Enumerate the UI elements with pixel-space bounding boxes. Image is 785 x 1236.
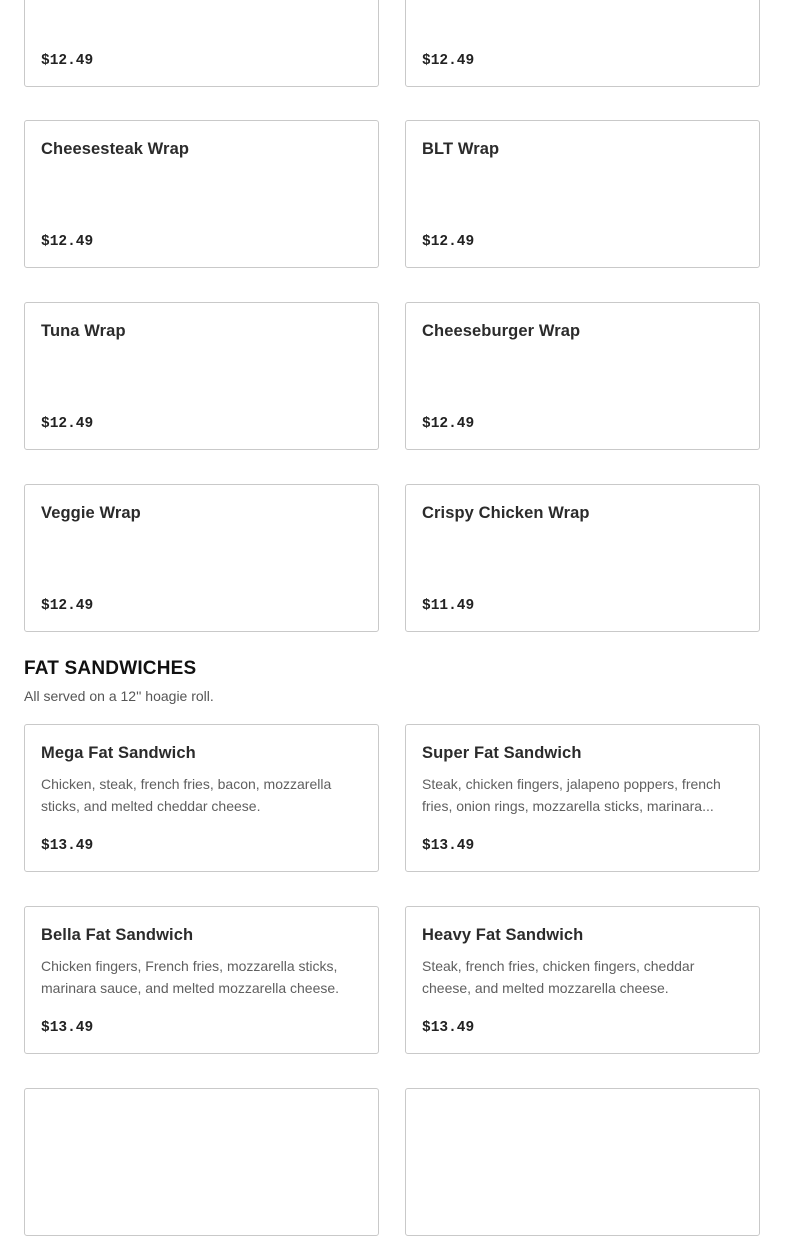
menu-item-card[interactable] [405,724,760,872]
menu-item-card[interactable] [405,484,760,632]
menu-item-card[interactable] [24,120,379,268]
menu-item-price: $12.49 [41,416,94,432]
menu-item-name: Mega Fat Sandwich [41,744,196,762]
menu-item-description: Steak, french fries, chicken fingers, cheddar cheese, and melted mozzarella cheese. [422,958,695,996]
menu-item-card[interactable] [405,120,760,268]
menu-item-price: $12.49 [41,234,94,250]
menu-item-price: $12.49 [422,53,475,69]
menu-item-card[interactable] [405,1088,760,1236]
menu-item-name: BLT Wrap [422,140,500,158]
menu-item-card[interactable] [24,0,379,87]
menu-item-price: $13.49 [41,838,94,854]
menu-item-card[interactable] [24,906,379,1054]
menu-item-name: Super Fat Sandwich [422,744,582,762]
menu-item-price: $12.49 [41,53,94,69]
menu-item-card[interactable] [24,484,379,632]
menu-item-price: $12.49 [422,234,475,250]
menu-item-card[interactable] [405,302,760,450]
menu-item-card[interactable] [405,0,760,87]
menu-item-price: $12.49 [422,416,475,432]
menu-item-description: Chicken fingers, French fries, mozzarella sticks, marinara sauce, and melted mozzarella cheese. [41,958,340,996]
menu-item-card[interactable] [24,302,379,450]
menu-item-price: $13.49 [422,1020,475,1036]
menu-item-name: Heavy Fat Sandwich [422,926,584,944]
menu-item-description: Steak, chicken fingers, jalapeno poppers, french fries, onion rings, mozzarella sticks, marinara... [422,776,721,814]
menu-item-name: Crispy Chicken Wrap [422,504,590,522]
section-subtitle: All served on a 12'' hoagie roll. [24,688,214,704]
menu-item-card[interactable] [405,906,760,1054]
menu-item-price: $13.49 [422,838,475,854]
menu-item-name: Cheesesteak Wrap [41,140,190,158]
menu-item-name: Veggie Wrap [41,504,141,522]
menu-item-price: $12.49 [41,598,94,614]
menu-item-price: $13.49 [41,1020,94,1036]
menu-item-price: $11.49 [422,598,475,614]
menu-item-description: Chicken, steak, french fries, bacon, mozzarella sticks, and melted cheddar cheese. [41,776,332,814]
menu-item-card[interactable] [24,1088,379,1236]
menu-item-card[interactable] [24,724,379,872]
menu-item-name: Bella Fat Sandwich [41,926,194,944]
section-title: FAT SANDWICHES [24,658,197,679]
menu-item-name: Cheeseburger Wrap [422,322,581,340]
menu-item-name: Tuna Wrap [41,322,126,340]
